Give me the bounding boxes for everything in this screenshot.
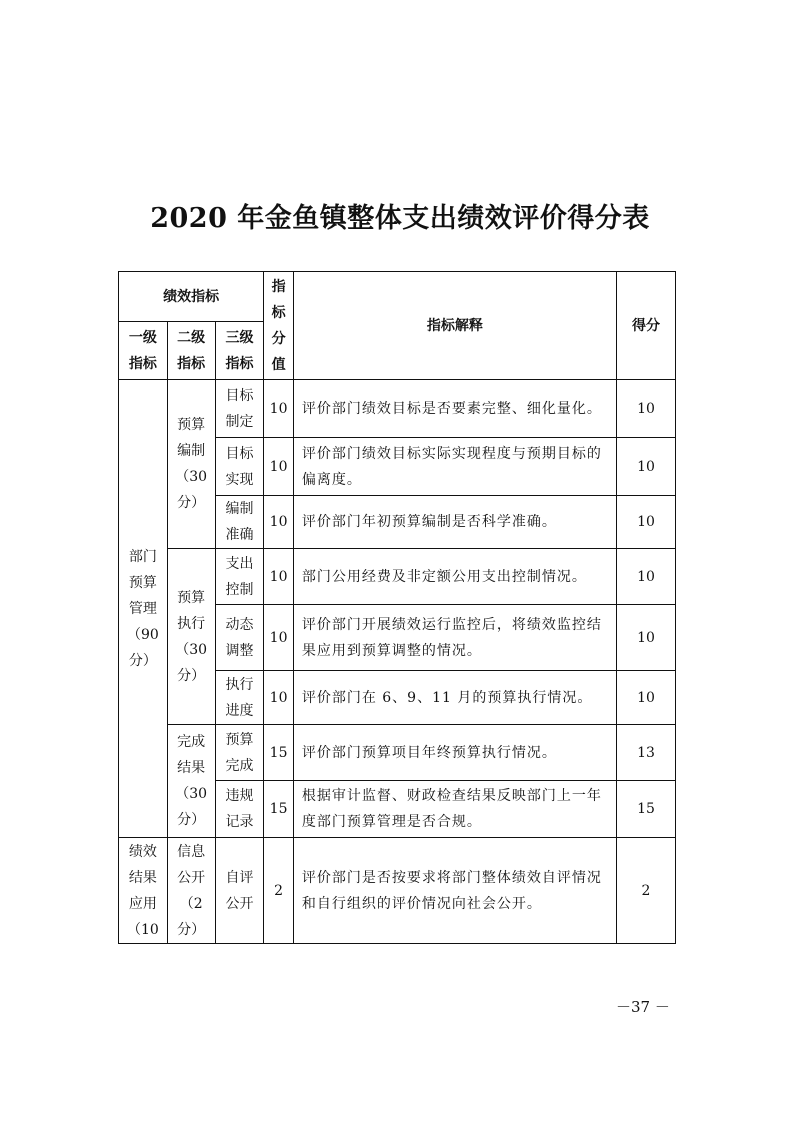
level3-cell: 目标实现	[215, 438, 264, 496]
header-explanation: 指标解释	[293, 272, 616, 380]
weight-cell: 15	[264, 725, 293, 781]
page-number: －37 －	[616, 998, 670, 1016]
weight-cell: 10	[264, 605, 293, 671]
level3-cell: 违规记录	[215, 781, 264, 838]
explanation-cell: 评价部门年初预算编制是否科学准确。	[293, 496, 616, 549]
level3-cell: 编制准确	[215, 496, 264, 549]
level1-cell: 绩效结果应用（10	[119, 838, 168, 944]
table-row	[119, 380, 676, 438]
level2-cell: 预算编制（30分）	[167, 380, 215, 549]
level2-cell: 信息公开（2分）	[167, 838, 215, 944]
level3-cell: 支出控制	[215, 549, 264, 605]
table-row	[119, 549, 676, 605]
score-cell: 10	[617, 438, 676, 496]
level3-cell: 自评公开	[215, 838, 264, 944]
level3-cell: 预算完成	[215, 725, 264, 781]
header-weight: 指标分值	[264, 272, 293, 380]
score-table	[118, 271, 676, 944]
level3-cell: 执行进度	[215, 671, 264, 725]
table-row	[119, 725, 676, 781]
explanation-cell: 评价部门开展绩效运行监控后，将绩效监控结果应用到预算调整的情况。	[293, 605, 616, 671]
header-score: 得分	[617, 272, 676, 380]
score-cell: 10	[617, 671, 676, 725]
page-title: 2020 年金鱼镇整体支出绩效评价得分表	[150, 203, 650, 234]
weight-cell: 15	[264, 781, 293, 838]
explanation-cell: 评价部门预算项目年终预算执行情况。	[293, 725, 616, 781]
explanation-cell: 评价部门绩效目标实际实现程度与预期目标的偏离度。	[293, 438, 616, 496]
score-cell: 15	[617, 781, 676, 838]
level2-cell: 完成结果（30分）	[167, 725, 215, 838]
weight-cell: 10	[264, 380, 293, 438]
weight-cell: 2	[264, 838, 293, 944]
weight-cell: 10	[264, 671, 293, 725]
score-cell: 10	[617, 496, 676, 549]
level3-cell: 目标制定	[215, 380, 264, 438]
weight-cell: 10	[264, 438, 293, 496]
header-level2: 二级指标	[167, 322, 215, 380]
level2-cell: 预算执行（30分）	[167, 549, 215, 725]
explanation-cell: 评价部门是否按要求将部门整体绩效自评情况和自行组织的评价情况向社会公开。	[293, 838, 616, 944]
level3-cell: 动态调整	[215, 605, 264, 671]
score-cell: 10	[617, 605, 676, 671]
weight-cell: 10	[264, 496, 293, 549]
weight-cell: 10	[264, 549, 293, 605]
score-cell: 2	[617, 838, 676, 944]
header-group: 绩效指标	[119, 272, 264, 322]
header-level3: 三级指标	[215, 322, 264, 380]
score-cell: 10	[617, 549, 676, 605]
score-cell: 13	[617, 725, 676, 781]
score-cell: 10	[617, 380, 676, 438]
level1-cell: 部门预算管理（90分）	[119, 380, 168, 838]
header-level1: 一级指标	[119, 322, 168, 380]
explanation-cell: 评价部门在 6、9、11 月的预算执行情况。	[293, 671, 616, 725]
explanation-cell: 根据审计监督、财政检查结果反映部门上一年度部门预算管理是否合规。	[293, 781, 616, 838]
explanation-cell: 部门公用经费及非定额公用支出控制情况。	[293, 549, 616, 605]
explanation-cell: 评价部门绩效目标是否要素完整、细化量化。	[293, 380, 616, 438]
header-row-1	[119, 272, 676, 322]
table-row	[119, 838, 676, 944]
